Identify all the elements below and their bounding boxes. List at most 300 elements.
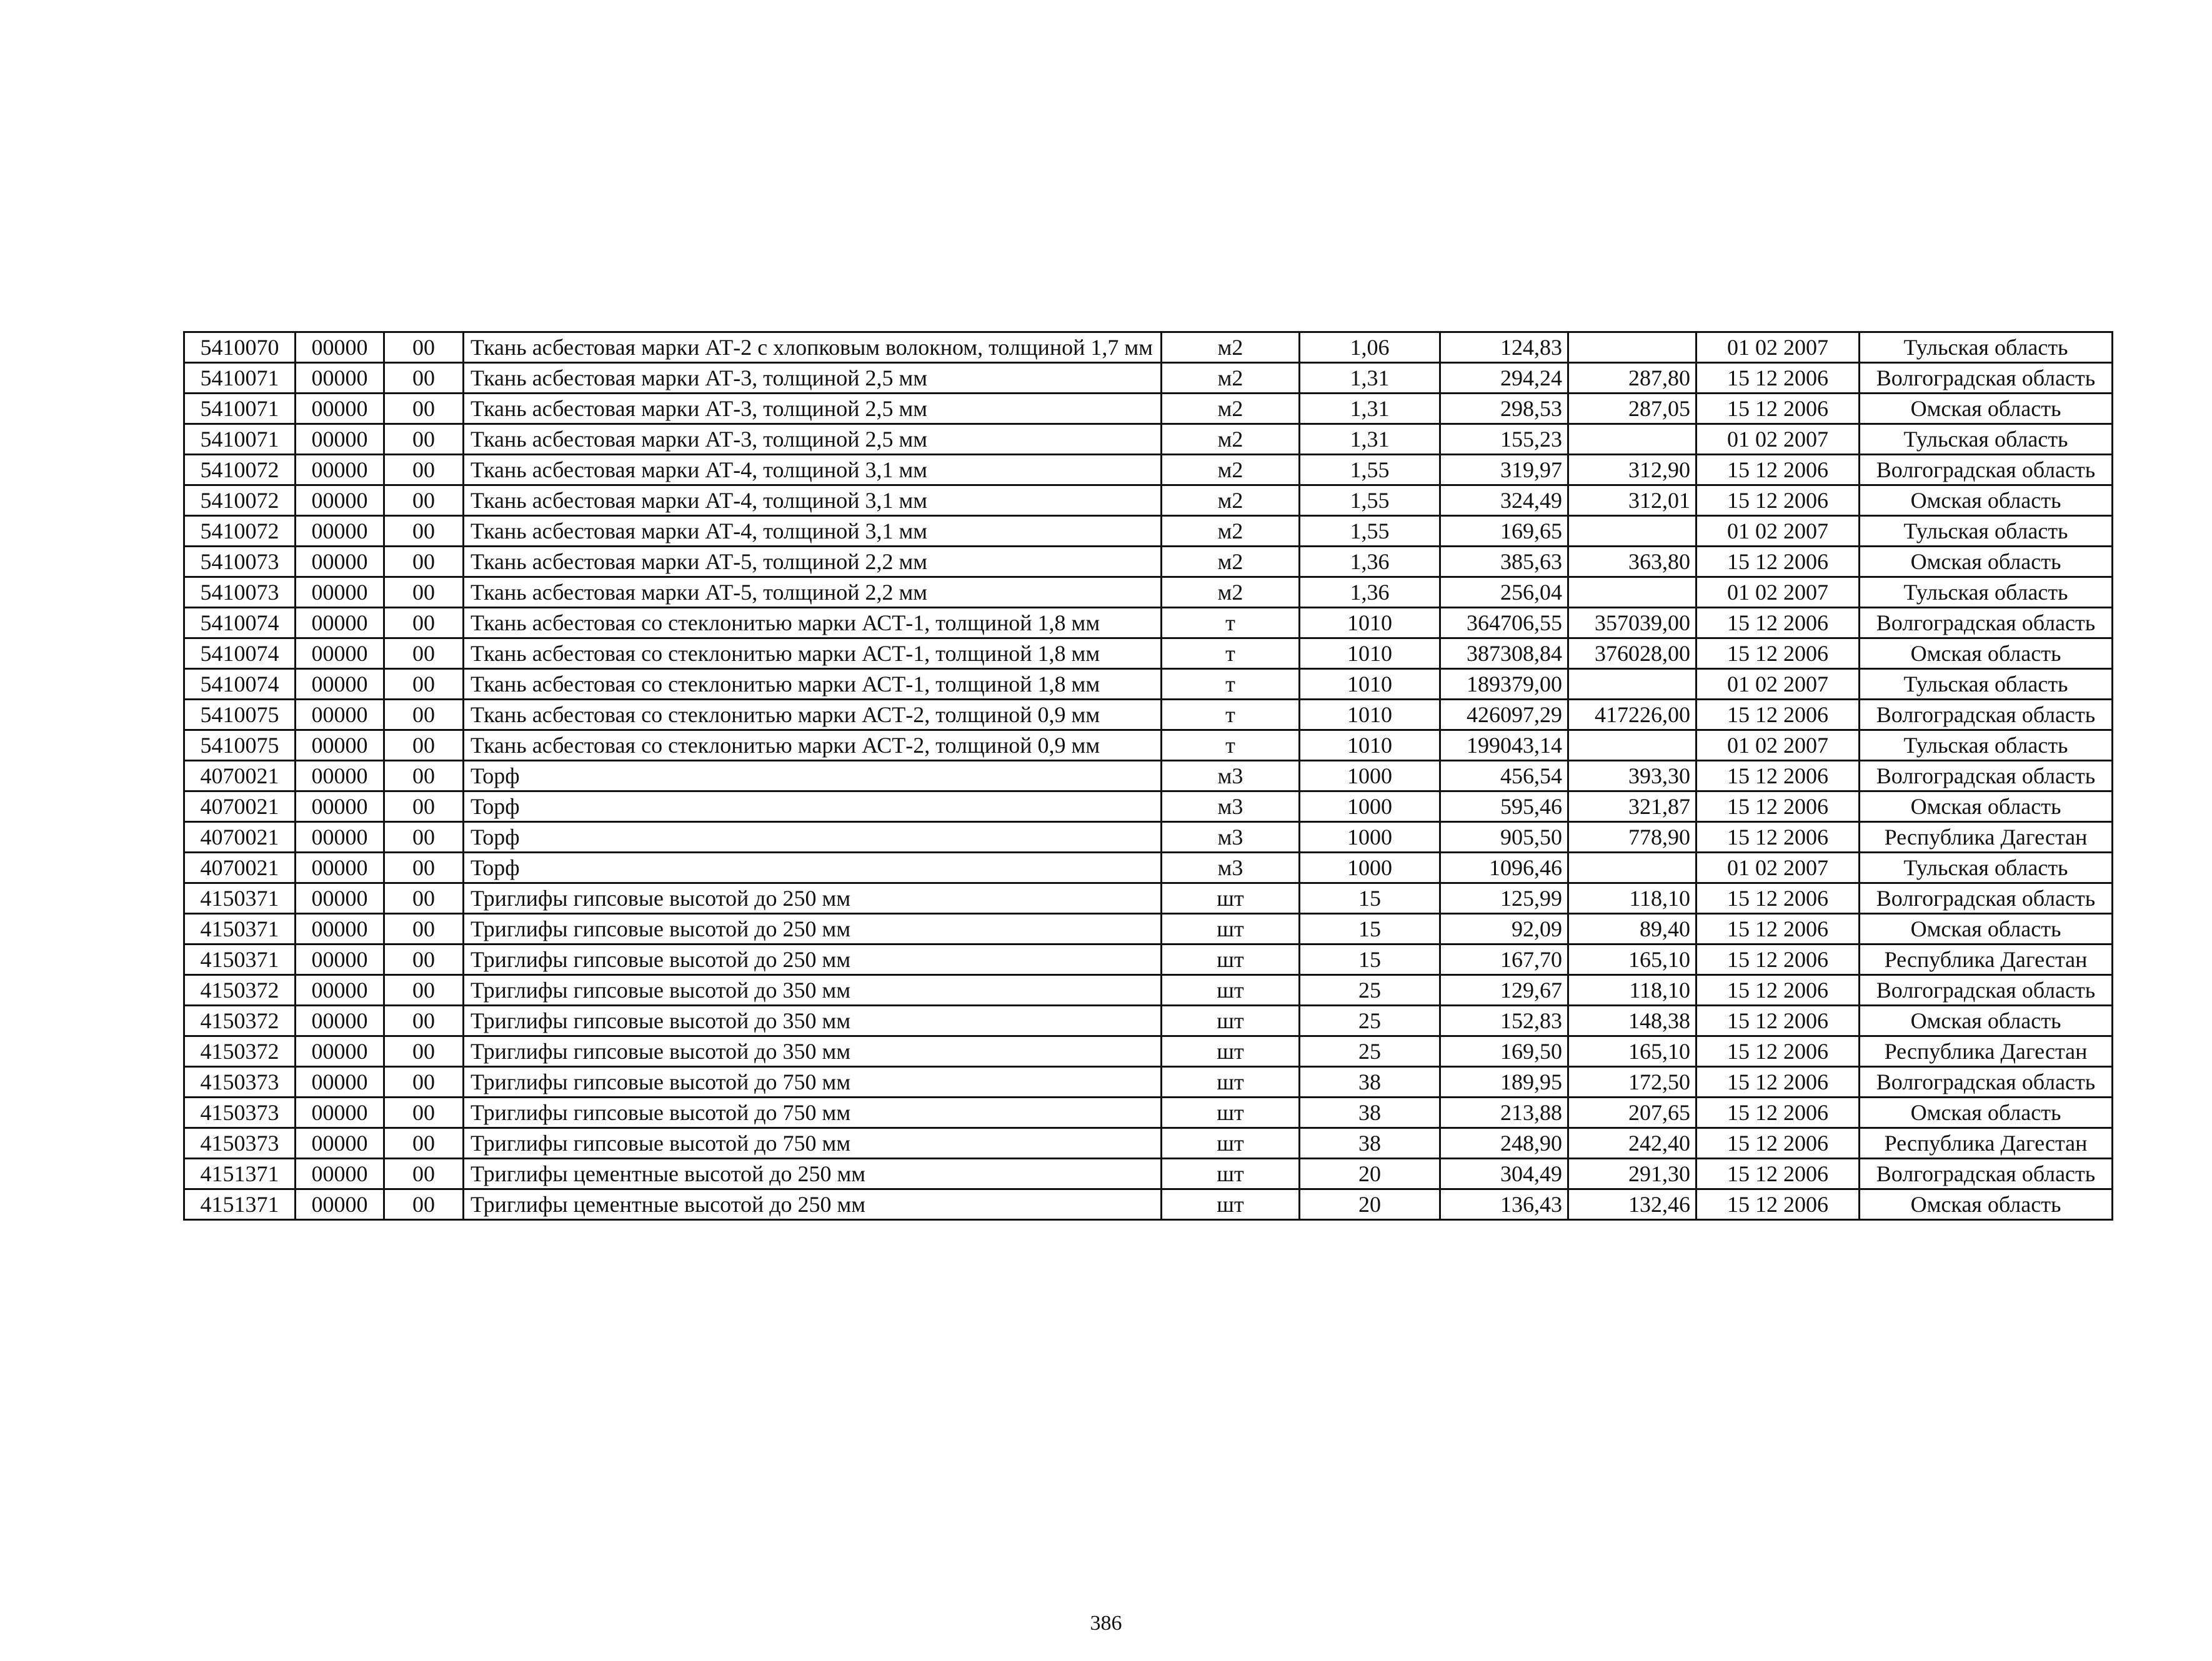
cell-price-2: 118,10 <box>1568 975 1696 1006</box>
cell-date: 15 12 2006 <box>1696 1036 1860 1067</box>
cell-name: Триглифы гипсовые высотой до 250 мм <box>464 914 1162 945</box>
cell-factor: 1000 <box>1300 761 1440 791</box>
cell-subcode2: 00 <box>384 730 464 761</box>
cell-date: 15 12 2006 <box>1696 914 1860 945</box>
cell-region: Волгоградская область <box>1860 761 2113 791</box>
cell-price-2 <box>1568 332 1696 363</box>
cell-code: 5410071 <box>184 363 296 394</box>
cell-subcode2: 00 <box>384 1006 464 1036</box>
cell-name: Триглифы гипсовые высотой до 350 мм <box>464 975 1162 1006</box>
cell-factor: 38 <box>1300 1098 1440 1128</box>
cell-factor: 1,31 <box>1300 363 1440 394</box>
table-row <box>184 1036 2113 1067</box>
table-row <box>184 485 2113 516</box>
cell-price: 385,63 <box>1440 547 1568 577</box>
cell-factor: 1,31 <box>1300 394 1440 424</box>
cell-unit: м2 <box>1162 547 1300 577</box>
cell-factor: 1010 <box>1300 638 1440 669</box>
cell-date: 15 12 2006 <box>1696 485 1860 516</box>
table-row <box>184 975 2113 1006</box>
cell-unit: шт <box>1162 1067 1300 1098</box>
table-row <box>184 853 2113 883</box>
cell-unit: м3 <box>1162 791 1300 822</box>
cell-price-2: 376028,00 <box>1568 638 1696 669</box>
cell-subcode: 00000 <box>296 1067 384 1098</box>
cell-subcode2: 00 <box>384 822 464 853</box>
table-row <box>184 424 2113 455</box>
cell-date: 15 12 2006 <box>1696 975 1860 1006</box>
cell-unit: шт <box>1162 914 1300 945</box>
cell-unit: шт <box>1162 1128 1300 1159</box>
cell-code: 5410072 <box>184 516 296 547</box>
cell-code: 5410073 <box>184 577 296 608</box>
cell-name: Ткань асбестовая со стеклонитью марки АСТ-1, толщиной 1,8 мм <box>464 669 1162 700</box>
cell-name: Ткань асбестовая марки АТ-4, толщиной 3,1 мм <box>464 485 1162 516</box>
cell-subcode: 00000 <box>296 761 384 791</box>
cell-factor: 1,31 <box>1300 424 1440 455</box>
cell-region: Омская область <box>1860 547 2113 577</box>
cell-factor: 1000 <box>1300 822 1440 853</box>
cell-date: 01 02 2007 <box>1696 577 1860 608</box>
cell-subcode2: 00 <box>384 1159 464 1189</box>
cell-region: Тульская область <box>1860 332 2113 363</box>
cell-price: 324,49 <box>1440 485 1568 516</box>
cell-factor: 25 <box>1300 1006 1440 1036</box>
cell-name: Триглифы цементные высотой до 250 мм <box>464 1159 1162 1189</box>
cell-subcode: 00000 <box>296 638 384 669</box>
cell-region: Республика Дагестан <box>1860 1036 2113 1067</box>
cell-code: 4150373 <box>184 1098 296 1128</box>
cell-subcode2: 00 <box>384 608 464 638</box>
cell-unit: т <box>1162 638 1300 669</box>
cell-price: 189379,00 <box>1440 669 1568 700</box>
cell-name: Триглифы гипсовые высотой до 750 мм <box>464 1067 1162 1098</box>
cell-subcode: 00000 <box>296 669 384 700</box>
cell-subcode: 00000 <box>296 547 384 577</box>
cell-factor: 1,55 <box>1300 455 1440 485</box>
cell-region: Волгоградская область <box>1860 883 2113 914</box>
cell-name: Ткань асбестовая марки АТ-4, толщиной 3,1 мм <box>464 516 1162 547</box>
cell-subcode2: 00 <box>384 761 464 791</box>
cell-price-2 <box>1568 424 1696 455</box>
cell-date: 15 12 2006 <box>1696 394 1860 424</box>
cell-factor: 25 <box>1300 1036 1440 1067</box>
cell-subcode2: 00 <box>384 516 464 547</box>
cell-subcode: 00000 <box>296 455 384 485</box>
cell-subcode: 00000 <box>296 577 384 608</box>
cell-subcode: 00000 <box>296 945 384 975</box>
cell-region: Тульская область <box>1860 730 2113 761</box>
cell-code: 5410072 <box>184 455 296 485</box>
cell-unit: м2 <box>1162 485 1300 516</box>
cell-subcode2: 00 <box>384 455 464 485</box>
cell-price: 167,70 <box>1440 945 1568 975</box>
cell-code: 4070021 <box>184 822 296 853</box>
table-row <box>184 363 2113 394</box>
cell-price-2: 778,90 <box>1568 822 1696 853</box>
cell-price: 129,67 <box>1440 975 1568 1006</box>
cell-price-2: 207,65 <box>1568 1098 1696 1128</box>
cell-price: 169,50 <box>1440 1036 1568 1067</box>
cell-unit: т <box>1162 700 1300 730</box>
cell-factor: 1000 <box>1300 791 1440 822</box>
cell-date: 15 12 2006 <box>1696 547 1860 577</box>
cell-unit: м2 <box>1162 455 1300 485</box>
cell-price-2: 172,50 <box>1568 1067 1696 1098</box>
cell-date: 15 12 2006 <box>1696 1128 1860 1159</box>
cell-date: 15 12 2006 <box>1696 700 1860 730</box>
table-row <box>184 761 2113 791</box>
cell-unit: т <box>1162 730 1300 761</box>
cell-name: Торф <box>464 761 1162 791</box>
cell-code: 5410075 <box>184 730 296 761</box>
table-row <box>184 455 2113 485</box>
table-row <box>184 730 2113 761</box>
cell-unit: м3 <box>1162 853 1300 883</box>
cell-price-2: 287,80 <box>1568 363 1696 394</box>
cell-price-2: 363,80 <box>1568 547 1696 577</box>
cell-region: Волгоградская область <box>1860 455 2113 485</box>
cell-name: Ткань асбестовая марки АТ-2 с хлопковым волокном, толщиной 1,7 мм <box>464 332 1162 363</box>
cell-price-2: 165,10 <box>1568 945 1696 975</box>
cell-name: Ткань асбестовая марки АТ-5, толщиной 2,2 мм <box>464 547 1162 577</box>
table-row <box>184 1128 2113 1159</box>
cell-unit: шт <box>1162 945 1300 975</box>
cell-date: 15 12 2006 <box>1696 1098 1860 1128</box>
cell-name: Ткань асбестовая марки АТ-4, толщиной 3,1 мм <box>464 455 1162 485</box>
cell-price-2: 291,30 <box>1568 1159 1696 1189</box>
cell-price-2 <box>1568 577 1696 608</box>
cell-factor: 1,55 <box>1300 485 1440 516</box>
cell-subcode: 00000 <box>296 608 384 638</box>
cell-date: 01 02 2007 <box>1696 853 1860 883</box>
cell-factor: 1,06 <box>1300 332 1440 363</box>
cell-date: 15 12 2006 <box>1696 822 1860 853</box>
cell-factor: 1010 <box>1300 700 1440 730</box>
cell-date: 15 12 2006 <box>1696 455 1860 485</box>
cell-price-2: 89,40 <box>1568 914 1696 945</box>
cell-factor: 20 <box>1300 1159 1440 1189</box>
table-row <box>184 822 2113 853</box>
cell-date: 15 12 2006 <box>1696 638 1860 669</box>
cell-factor: 1,55 <box>1300 516 1440 547</box>
cell-code: 4150373 <box>184 1128 296 1159</box>
cell-subcode2: 00 <box>384 1189 464 1220</box>
cell-code: 5410070 <box>184 332 296 363</box>
cell-subcode2: 00 <box>384 883 464 914</box>
cell-code: 5410071 <box>184 424 296 455</box>
cell-unit: м3 <box>1162 761 1300 791</box>
cell-unit: м2 <box>1162 516 1300 547</box>
cell-region: Волгоградская область <box>1860 1159 2113 1189</box>
cell-region: Омская область <box>1860 638 2113 669</box>
cell-factor: 1000 <box>1300 853 1440 883</box>
cell-date: 01 02 2007 <box>1696 669 1860 700</box>
table-row <box>184 669 2113 700</box>
page-number: 386 <box>1090 1612 1122 1635</box>
table-row <box>184 547 2113 577</box>
cell-subcode: 00000 <box>296 730 384 761</box>
cell-date: 01 02 2007 <box>1696 516 1860 547</box>
cell-name: Триглифы гипсовые высотой до 250 мм <box>464 883 1162 914</box>
cell-name: Ткань асбестовая со стеклонитью марки АСТ-2, толщиной 0,9 мм <box>464 730 1162 761</box>
cell-price: 298,53 <box>1440 394 1568 424</box>
cell-code: 5410073 <box>184 547 296 577</box>
cell-name: Триглифы гипсовые высотой до 350 мм <box>464 1036 1162 1067</box>
cell-region: Волгоградская область <box>1860 608 2113 638</box>
table-body <box>184 332 2113 1220</box>
cell-code: 5410074 <box>184 638 296 669</box>
cell-price: 248,90 <box>1440 1128 1568 1159</box>
cell-code: 4070021 <box>184 853 296 883</box>
cell-unit: шт <box>1162 1189 1300 1220</box>
cell-price: 256,04 <box>1440 577 1568 608</box>
cell-code: 5410074 <box>184 608 296 638</box>
cell-subcode2: 00 <box>384 853 464 883</box>
cell-price: 595,46 <box>1440 791 1568 822</box>
cell-factor: 15 <box>1300 914 1440 945</box>
cell-subcode2: 00 <box>384 394 464 424</box>
cell-price-2: 312,90 <box>1568 455 1696 485</box>
cell-subcode2: 00 <box>384 638 464 669</box>
cell-name: Триглифы гипсовые высотой до 250 мм <box>464 945 1162 975</box>
cell-date: 15 12 2006 <box>1696 1006 1860 1036</box>
cell-price-2 <box>1568 853 1696 883</box>
cell-code: 4150373 <box>184 1067 296 1098</box>
cell-subcode2: 00 <box>384 1067 464 1098</box>
cell-price-2: 242,40 <box>1568 1128 1696 1159</box>
cell-region: Омская область <box>1860 394 2113 424</box>
cell-subcode2: 00 <box>384 914 464 945</box>
cell-price: 199043,14 <box>1440 730 1568 761</box>
cell-unit: м2 <box>1162 577 1300 608</box>
cell-region: Республика Дагестан <box>1860 1128 2113 1159</box>
cell-price: 213,88 <box>1440 1098 1568 1128</box>
cell-unit: т <box>1162 608 1300 638</box>
cell-code: 4150371 <box>184 914 296 945</box>
cell-name: Триглифы гипсовые высотой до 750 мм <box>464 1098 1162 1128</box>
cell-name: Ткань асбестовая марки АТ-3, толщиной 2,5 мм <box>464 424 1162 455</box>
cell-factor: 25 <box>1300 975 1440 1006</box>
price-table <box>183 331 2113 1221</box>
cell-subcode: 00000 <box>296 1098 384 1128</box>
cell-name: Триглифы цементные высотой до 250 мм <box>464 1189 1162 1220</box>
cell-unit: шт <box>1162 1159 1300 1189</box>
cell-price-2: 417226,00 <box>1568 700 1696 730</box>
cell-date: 15 12 2006 <box>1696 1159 1860 1189</box>
cell-unit: шт <box>1162 1098 1300 1128</box>
cell-subcode: 00000 <box>296 700 384 730</box>
cell-name: Ткань асбестовая марки АТ-3, толщиной 2,5 мм <box>464 394 1162 424</box>
cell-subcode: 00000 <box>296 363 384 394</box>
cell-subcode2: 00 <box>384 975 464 1006</box>
cell-code: 4150372 <box>184 1036 296 1067</box>
cell-factor: 1010 <box>1300 669 1440 700</box>
cell-name: Торф <box>464 853 1162 883</box>
cell-region: Тульская область <box>1860 853 2113 883</box>
cell-date: 15 12 2006 <box>1696 1189 1860 1220</box>
table-row <box>184 945 2113 975</box>
cell-unit: м2 <box>1162 424 1300 455</box>
cell-date: 15 12 2006 <box>1696 608 1860 638</box>
cell-price: 155,23 <box>1440 424 1568 455</box>
cell-price: 426097,29 <box>1440 700 1568 730</box>
cell-region: Волгоградская область <box>1860 975 2113 1006</box>
cell-region: Волгоградская область <box>1860 1067 2113 1098</box>
cell-date: 15 12 2006 <box>1696 1067 1860 1098</box>
cell-code: 5410075 <box>184 700 296 730</box>
cell-code: 4151371 <box>184 1189 296 1220</box>
cell-subcode2: 00 <box>384 577 464 608</box>
cell-subcode2: 00 <box>384 1098 464 1128</box>
cell-region: Омская область <box>1860 485 2113 516</box>
cell-code: 4070021 <box>184 791 296 822</box>
cell-name: Ткань асбестовая со стеклонитью марки АСТ-1, толщиной 1,8 мм <box>464 608 1162 638</box>
table-row <box>184 394 2113 424</box>
cell-price-2: 312,01 <box>1568 485 1696 516</box>
cell-region: Республика Дагестан <box>1860 822 2113 853</box>
table-row <box>184 883 2113 914</box>
cell-factor: 1010 <box>1300 730 1440 761</box>
cell-region: Республика Дагестан <box>1860 945 2113 975</box>
cell-subcode: 00000 <box>296 332 384 363</box>
table-row <box>184 516 2113 547</box>
cell-code: 4150372 <box>184 975 296 1006</box>
cell-subcode: 00000 <box>296 914 384 945</box>
cell-subcode2: 00 <box>384 1036 464 1067</box>
cell-subcode: 00000 <box>296 1189 384 1220</box>
cell-price-2: 357039,00 <box>1568 608 1696 638</box>
cell-subcode: 00000 <box>296 1006 384 1036</box>
cell-factor: 1010 <box>1300 608 1440 638</box>
cell-unit: шт <box>1162 1006 1300 1036</box>
cell-price-2: 393,30 <box>1568 761 1696 791</box>
cell-price-2 <box>1568 669 1696 700</box>
cell-price-2: 165,10 <box>1568 1036 1696 1067</box>
cell-date: 15 12 2006 <box>1696 363 1860 394</box>
cell-date: 15 12 2006 <box>1696 883 1860 914</box>
table-row <box>184 914 2113 945</box>
cell-region: Тульская область <box>1860 577 2113 608</box>
table-row <box>184 791 2113 822</box>
cell-factor: 1,36 <box>1300 547 1440 577</box>
cell-unit: м2 <box>1162 332 1300 363</box>
cell-price: 294,24 <box>1440 363 1568 394</box>
cell-subcode: 00000 <box>296 1036 384 1067</box>
cell-subcode: 00000 <box>296 822 384 853</box>
cell-price: 905,50 <box>1440 822 1568 853</box>
table-row <box>184 1098 2113 1128</box>
cell-unit: м3 <box>1162 822 1300 853</box>
cell-date: 15 12 2006 <box>1696 945 1860 975</box>
table-row <box>184 332 2113 363</box>
cell-code: 4151371 <box>184 1159 296 1189</box>
cell-code: 5410072 <box>184 485 296 516</box>
cell-code: 4070021 <box>184 761 296 791</box>
cell-code: 4150371 <box>184 945 296 975</box>
cell-name: Триглифы гипсовые высотой до 750 мм <box>464 1128 1162 1159</box>
cell-date: 01 02 2007 <box>1696 730 1860 761</box>
cell-subcode: 00000 <box>296 791 384 822</box>
cell-price: 152,83 <box>1440 1006 1568 1036</box>
cell-name: Торф <box>464 791 1162 822</box>
cell-subcode: 00000 <box>296 394 384 424</box>
cell-subcode2: 00 <box>384 700 464 730</box>
cell-factor: 38 <box>1300 1128 1440 1159</box>
cell-price: 456,54 <box>1440 761 1568 791</box>
cell-subcode2: 00 <box>384 547 464 577</box>
table-row <box>184 1006 2113 1036</box>
cell-price: 304,49 <box>1440 1159 1568 1189</box>
cell-code: 4150371 <box>184 883 296 914</box>
cell-subcode2: 00 <box>384 363 464 394</box>
table-row <box>184 638 2113 669</box>
cell-unit: шт <box>1162 975 1300 1006</box>
cell-region: Омская область <box>1860 1098 2113 1128</box>
table-row <box>184 700 2113 730</box>
cell-price: 92,09 <box>1440 914 1568 945</box>
cell-price-2: 287,05 <box>1568 394 1696 424</box>
cell-date: 15 12 2006 <box>1696 791 1860 822</box>
cell-factor: 20 <box>1300 1189 1440 1220</box>
cell-unit: м2 <box>1162 363 1300 394</box>
cell-region: Омская область <box>1860 914 2113 945</box>
cell-factor: 15 <box>1300 945 1440 975</box>
cell-region: Омская область <box>1860 1189 2113 1220</box>
cell-name: Ткань асбестовая марки АТ-3, толщиной 2,5 мм <box>464 363 1162 394</box>
cell-unit: т <box>1162 669 1300 700</box>
cell-name: Триглифы гипсовые высотой до 350 мм <box>464 1006 1162 1036</box>
cell-price-2 <box>1568 730 1696 761</box>
cell-factor: 1,36 <box>1300 577 1440 608</box>
cell-price: 364706,55 <box>1440 608 1568 638</box>
cell-subcode: 00000 <box>296 516 384 547</box>
cell-subcode: 00000 <box>296 424 384 455</box>
cell-price: 124,83 <box>1440 332 1568 363</box>
cell-price-2 <box>1568 516 1696 547</box>
cell-subcode2: 00 <box>384 1128 464 1159</box>
table-row <box>184 1159 2113 1189</box>
cell-subcode: 00000 <box>296 853 384 883</box>
cell-subcode: 00000 <box>296 1159 384 1189</box>
cell-subcode2: 00 <box>384 424 464 455</box>
cell-region: Волгоградская область <box>1860 363 2113 394</box>
cell-price-2: 148,38 <box>1568 1006 1696 1036</box>
cell-unit: шт <box>1162 1036 1300 1067</box>
cell-subcode: 00000 <box>296 883 384 914</box>
cell-price-2: 132,46 <box>1568 1189 1696 1220</box>
cell-code: 5410071 <box>184 394 296 424</box>
cell-unit: м2 <box>1162 394 1300 424</box>
cell-code: 4150372 <box>184 1006 296 1036</box>
cell-subcode2: 00 <box>384 791 464 822</box>
cell-name: Ткань асбестовая марки АТ-5, толщиной 2,2 мм <box>464 577 1162 608</box>
cell-subcode: 00000 <box>296 485 384 516</box>
cell-price-2: 118,10 <box>1568 883 1696 914</box>
cell-price: 169,65 <box>1440 516 1568 547</box>
cell-subcode2: 00 <box>384 485 464 516</box>
cell-region: Волгоградская область <box>1860 700 2113 730</box>
cell-region: Тульская область <box>1860 424 2113 455</box>
cell-unit: шт <box>1162 883 1300 914</box>
table-row <box>184 577 2113 608</box>
cell-name: Ткань асбестовая со стеклонитью марки АСТ-2, толщиной 0,9 мм <box>464 700 1162 730</box>
cell-name: Ткань асбестовая со стеклонитью марки АСТ-1, толщиной 1,8 мм <box>464 638 1162 669</box>
table-row <box>184 608 2113 638</box>
cell-price: 136,43 <box>1440 1189 1568 1220</box>
cell-price: 387308,84 <box>1440 638 1568 669</box>
table-row <box>184 1189 2113 1220</box>
